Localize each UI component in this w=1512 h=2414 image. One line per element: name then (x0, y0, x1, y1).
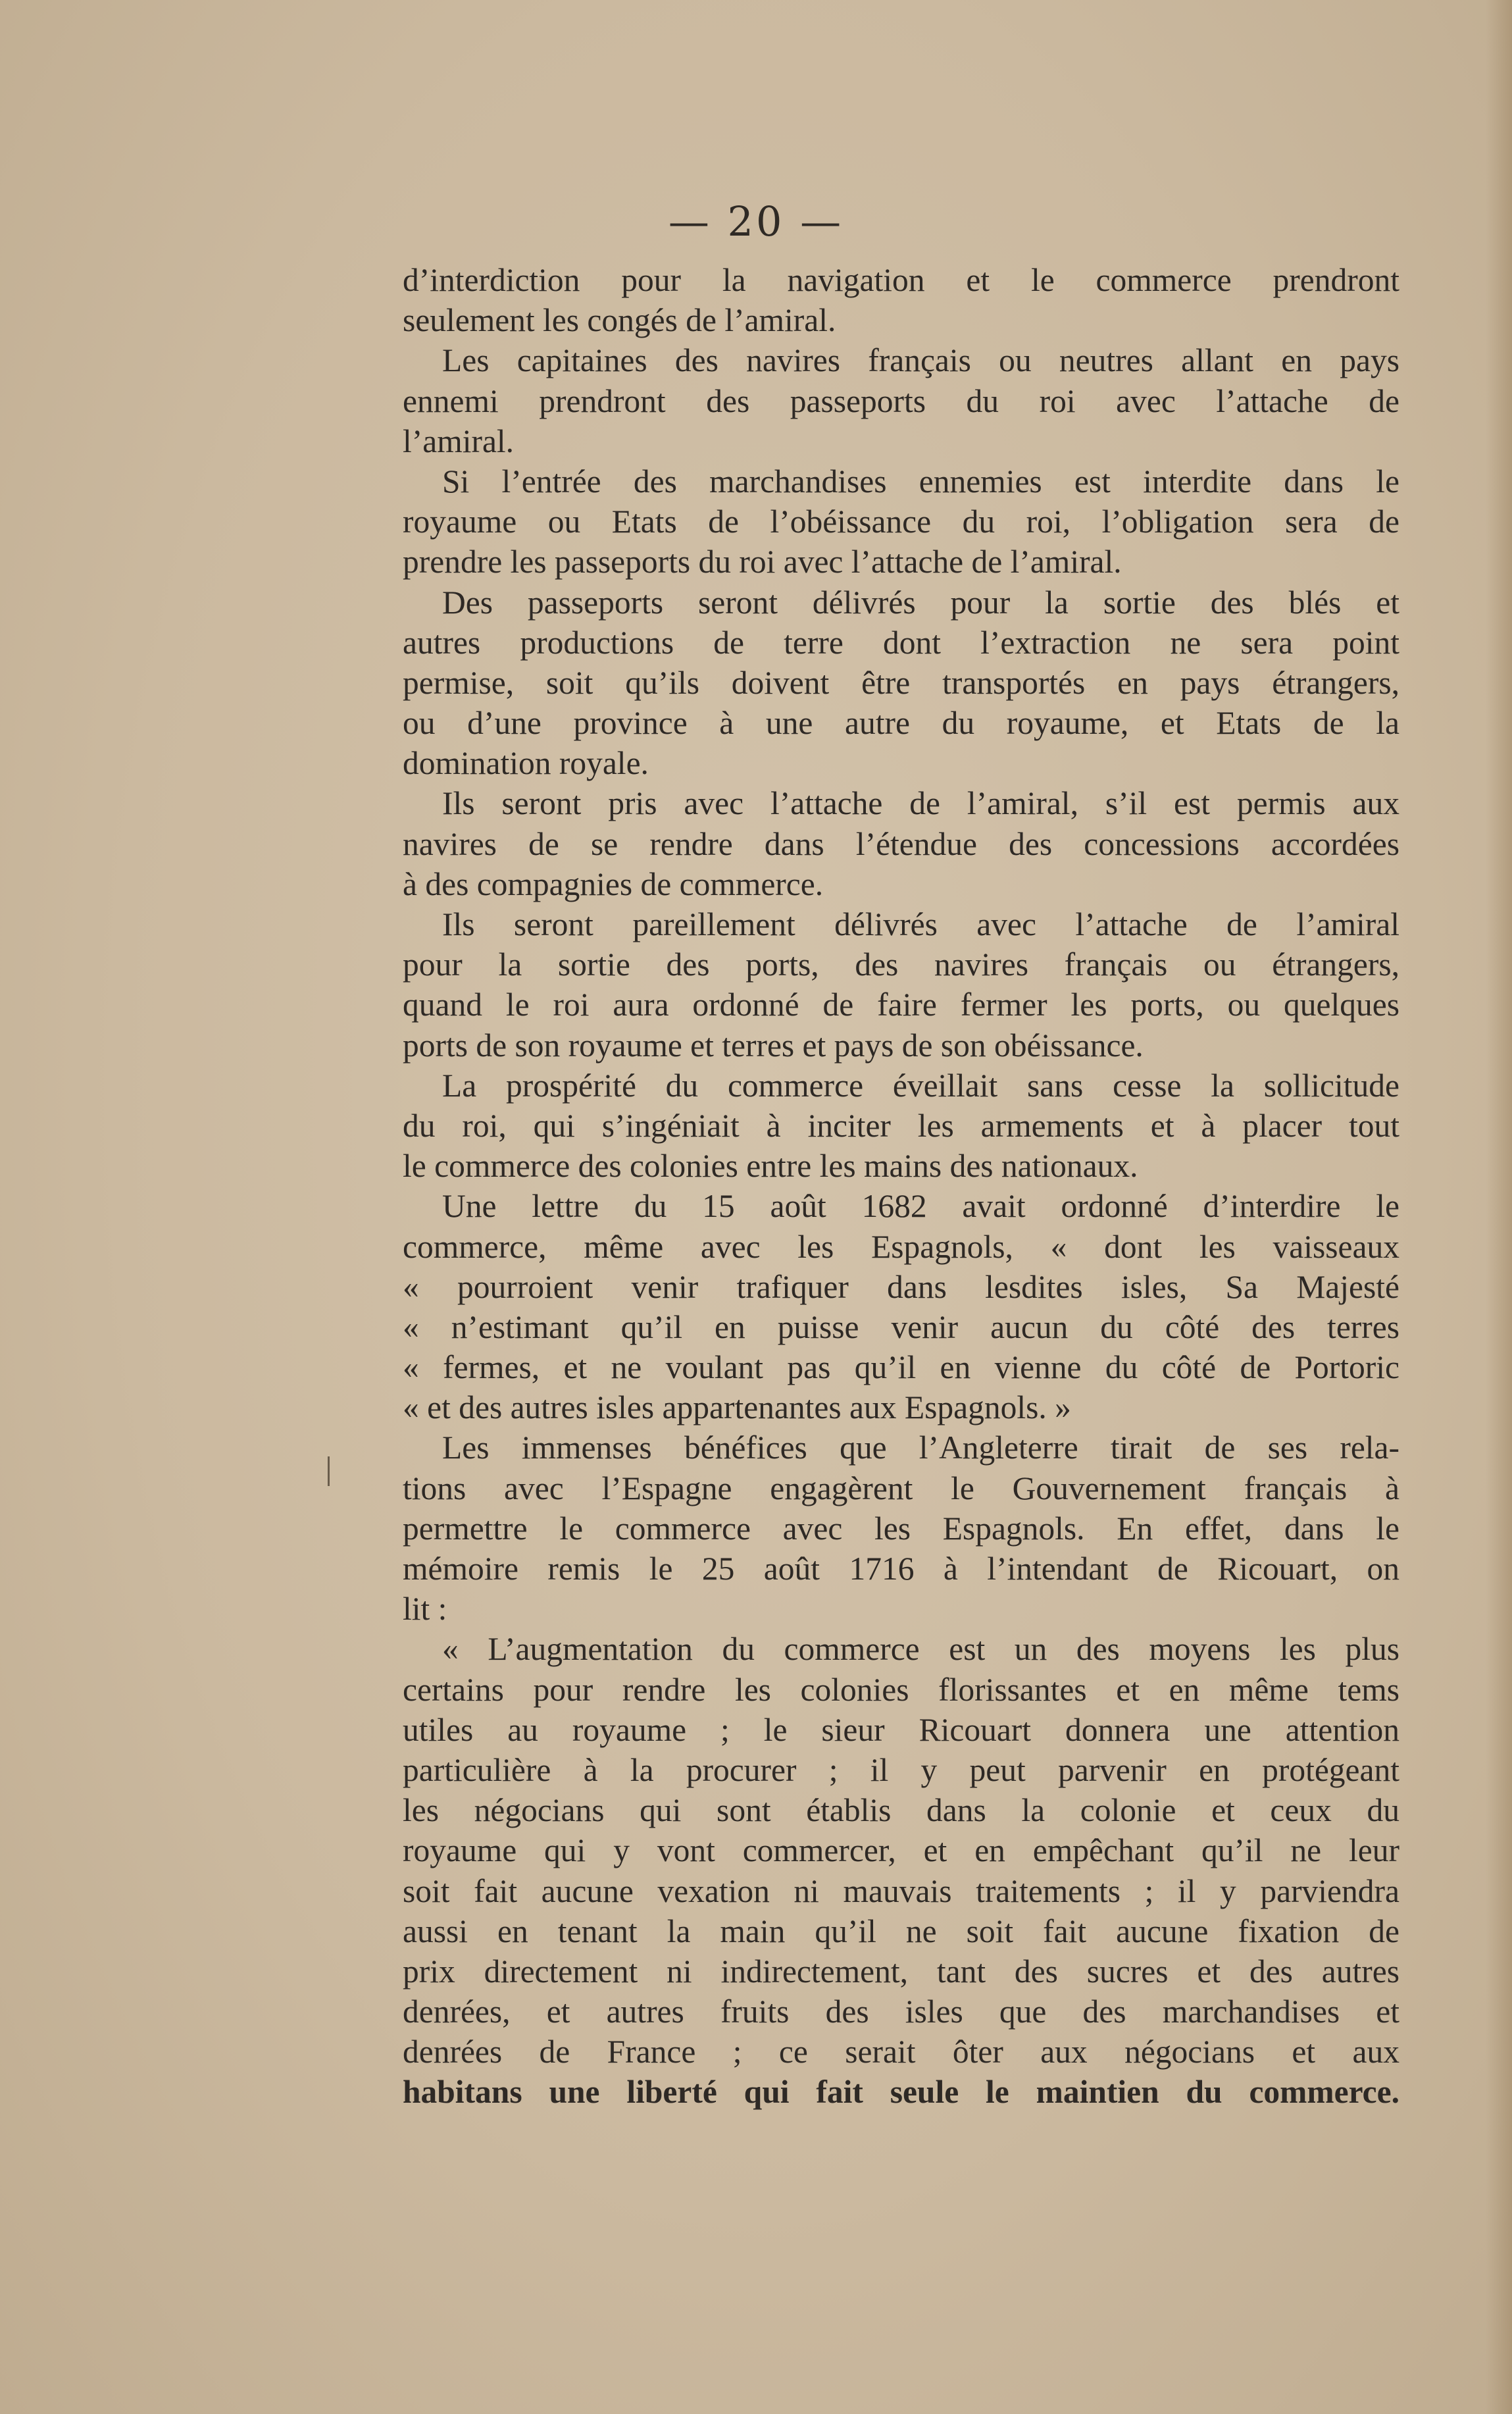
text-line: « pourroient venir trafiquer dans lesdites isles, Sa Majesté (403, 1268, 1399, 1305)
text-line: navires de se rendre dans l’étendue des concessions accordées (403, 825, 1399, 862)
text-line: Une lettre du 15 août 1682 avait ordonné d’interdire le (442, 1188, 1399, 1225)
text-line: Les immenses bénéfices que l’Angleterre tirait de ses rela- (442, 1429, 1399, 1466)
text-line: Des passeports seront délivrés pour la sortie des blés et (442, 584, 1399, 621)
text-line: soit fait aucune vexation ni mauvais traitements ; il y parviendra (403, 1872, 1399, 1909)
text-line: permise, soit qu’ils doivent être transportés en pays étrangers, (403, 664, 1399, 701)
text-line: Ils seront pris avec l’attache de l’amiral, s’il est permis aux (442, 785, 1399, 822)
text-line: commerce, même avec les Espagnols, « dont les vaisseaux (403, 1228, 1399, 1265)
text-line: utiles au royaume ; le sieur Ricouart donnera une attention (403, 1711, 1399, 1748)
text-line: royaume qui y vont commercer, et en empêchant qu’il ne leur (403, 1832, 1399, 1869)
text-line: du roi, qui s’ingéniait à inciter les armements et à placer tout (403, 1107, 1399, 1144)
text-line: tions avec l’Espagne engagèrent le Gouvernement français à (403, 1470, 1399, 1506)
text-line: « L’augmentation du commerce est un des moyens les plus (442, 1631, 1399, 1668)
text-line: le commerce des colonies entre les mains des nationaux. (403, 1148, 1138, 1185)
text-line: « et des autres isles appartenantes aux Espagnols. » (403, 1389, 1071, 1426)
text-line: Si l’entrée des marchandises ennemies est interdite dans le (442, 463, 1399, 500)
text-line: « n’estimant qu’il en puisse venir aucun du côté des terres (403, 1308, 1399, 1345)
text-line: domination royale. (403, 745, 649, 782)
page-number: — 20 — (668, 197, 844, 245)
text-line: ports de son royaume et terres et pays de son obéissance. (403, 1027, 1144, 1064)
text-line: aussi en tenant la main qu’il ne soit fait aucune fixation de (403, 1913, 1399, 1949)
text-line: royaume ou Etats de l’obéissance du roi, l’obligation sera de (403, 503, 1399, 540)
text-line: autres productions de terre dont l’extraction ne sera point (403, 624, 1399, 661)
text-line: « fermes, et ne voulant pas qu’il en vienne du côté de Portoric (403, 1349, 1399, 1386)
page-edge-shadow (1486, 0, 1512, 2414)
text-line: prix directement ni indirectement, tant des sucres et des autres (403, 1953, 1399, 1990)
text-line: à des compagnies de commerce. (403, 865, 824, 902)
text-line: denrées, et autres fruits des isles que des marchandises et (403, 1993, 1399, 2030)
text-line: ennemi prendront des passeports du roi avec l’attache de (403, 382, 1399, 419)
body-text (403, 260, 1399, 2113)
text-line: habitans une liberté qui fait seule le maintien du commerce. (403, 2074, 1399, 2111)
text-line: quand le roi aura ordonné de faire fermer les ports, ou quelques (403, 987, 1399, 1023)
text-line: denrées de France ; ce serait ôter aux négocians et aux (403, 2034, 1399, 2070)
text-line: seulement les congés de l’amiral. (403, 302, 836, 339)
text-line: l’amiral. (403, 423, 515, 459)
text-line: lit : (403, 1591, 447, 1628)
text-line: La prospérité du commerce éveillait sans cesse la sollicitude (442, 1067, 1399, 1104)
text-line: certains pour rendre les colonies florissantes et en même tems (403, 1671, 1399, 1708)
text-line: ou d’une province à une autre du royaume, et Etats de la (403, 705, 1399, 742)
margin-mark (328, 1456, 330, 1486)
text-line: d’interdiction pour la navigation et le commerce prendront (403, 262, 1399, 298)
text-line: mémoire remis le 25 août 1716 à l’intendant de Ricouart, on (403, 1551, 1399, 1587)
text-line: permettre le commerce avec les Espagnols. En effet, dans le (403, 1510, 1399, 1547)
text-line: prendre les passeports du roi avec l’attache de l’amiral. (403, 544, 1122, 580)
text-line: particulière à la procurer ; il y peut parvenir en protégeant (403, 1751, 1399, 1788)
text-line: Ils seront pareillement délivrés avec l’attache de l’amiral (442, 906, 1399, 942)
text-line: Les capitaines des navires français ou neutres allant en pays (442, 342, 1399, 379)
text-line: pour la sortie des ports, des navires français ou étrangers, (403, 946, 1399, 983)
text-line: les négocians qui sont établis dans la colonie et ceux du (403, 1792, 1399, 1829)
